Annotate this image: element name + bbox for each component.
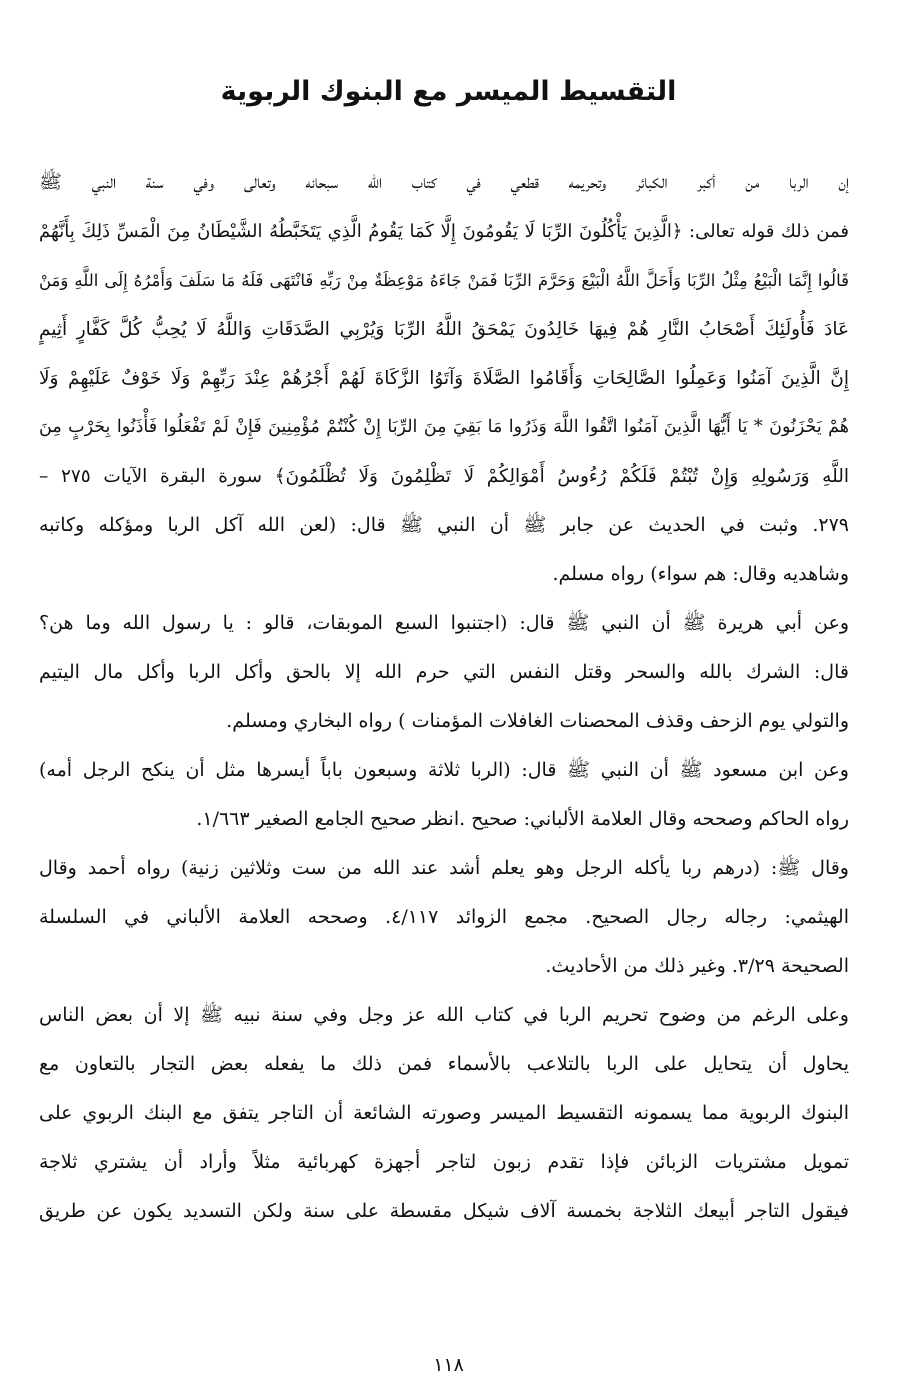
text-line: وعن أبي هريرة ﷺ أن النبي ﷺ قال: (اجتنبوا السبع الموبقات، قالو : يا رسول الله وما هن؟ <box>39 612 849 634</box>
text-line: يحاول أن يتحايل على الربا بالتلاعب بالأسماء فمن ذلك ما يفعله بعض التجار بالتعاون مع <box>39 1053 849 1075</box>
page-number: ١١٨ <box>433 1354 464 1376</box>
text-line: قال: الشرك بالله والسحر وقتل النفس التي حرم الله إلا بالحق وأكل الربا وأكل مال اليتيم <box>39 661 849 683</box>
quran-verse-line: قَالُوا إِنَّمَا الْبَيْعُ مِثْلُ الرِّبَا وَأَحَلَّ اللَّهُ الْبَيْعَ وَحَرَّمَ الرِّبَا فَمَنْ جَاءَهُ مَوْعِظَةٌ مِنْ رَبِّهِ فَانْتَهَى فَلَهُ مَا سَلَفَ وَأَمْرُهُ إِلَى اللَّهِ وَمَنْ <box>39 271 849 290</box>
text-line: الصحيحة ٣/٢٩. وغير ذلك من الأحاديث. <box>545 955 849 977</box>
quran-verse-line: عَادَ فَأُولَئِكَ أَصْحَابُ النَّارِ هُمْ فِيهَا خَالِدُونَ يَمْحَقُ اللَّهُ الرِّبَا وَيُرْبِي الصَّدَقَاتِ وَاللَّهُ لَا يُحِبُّ كُلَّ كَفَّارٍ أَثِيمٍ <box>39 319 849 340</box>
page-title: التقسيط الميسر مع البنوك الربوية <box>220 76 677 107</box>
text-line: وعلى الرغم من وضوح تحريم الربا في كتاب الله عز وجل وفي سنة نبيه ﷺ إلا أن بعض الناس <box>39 1004 849 1026</box>
text-line: ٢٧٩. وثبت في الحديث عن جابر ﷺ أن النبي ﷺ قال: (لعن الله آكل الربا ومؤكله وكاتبه <box>39 514 849 536</box>
text-line: البنوك الربوية مما يسمونه التقسيط الميسر وصورته الشائعة أن التاجر يتفق مع البنك الربوي على <box>39 1102 849 1124</box>
text-line: تمويل مشتريات الزبائن فإذا تقدم زبون لتاجر أجهزة كهربائية مثلاً وأراد أن يشتري ثلاجة <box>39 1151 849 1173</box>
text-line: الهيثمي: رجاله رجال الصحيح. مجمع الزوائد ٤/١١٧. وصححه العلامة الألباني في السلسلة <box>39 906 849 928</box>
text-line: رواه الحاكم وصححه وقال العلامة الألباني: صحيح .انظر صحيح الجامع الصغير ١/٦٦٣. <box>196 808 849 830</box>
text-line: وعن ابن مسعود ﷺ أن النبي ﷺ قال: (الربا ثلاثة وسبعون باباً أيسرها مثل أن ينكح الرجل أمه) <box>39 759 849 781</box>
quran-verse-line: إِنَّ الَّذِينَ آمَنُوا وَعَمِلُوا الصَّالِحَاتِ وَأَقَامُوا الصَّلَاةَ وَآتَوُا الزَّكَاةَ لَهُمْ أَجْرُهُمْ عِنْدَ رَبِّهِمْ وَلَا خَوْفٌ عَلَيْهِمْ وَلَا <box>39 368 849 389</box>
text-line: وقال ﷺ: (درهم ربا يأكله الرجل وهو يعلم أشد عند الله من ست وثلاثين زنية) رواه أحمد وقال <box>39 857 849 879</box>
text-line: وشاهديه وقال: هم سواء) رواه مسلم. <box>552 563 849 585</box>
text-line: والتولي يوم الزحف وقذف المحصنات الغافلات المؤمنات ) رواه البخاري ومسلم. <box>226 710 849 732</box>
quran-verse-line: اللَّهِ وَرَسُولِهِ وَإِنْ تُبْتُمْ فَلَكُمْ رُءُوسُ أَمْوَالِكُمْ لَا تَظْلِمُونَ وَلَا تُظْلَمُونَ﴾ سورة البقرة الآيات ٢٧٥ – <box>39 466 849 487</box>
text-line: إن الربا من أكبر الكبائر وتحريمه قطعي في كتاب الله سبحانه وتعالى وفي سنة النبي ﷺ <box>39 171 849 193</box>
quran-verse-line: فمن ذلك قوله تعالى: ﴿الَّذِينَ يَأْكُلُونَ الرِّبَا لَا يَقُومُونَ إِلَّا كَمَا يَقُومُ الَّذِي يَتَخَبَّطُهُ الشَّيْطَانُ مِنَ الْمَسِّ ذَلِكَ بِأَنَّهُمْ <box>39 221 849 242</box>
body-text <box>39 158 849 1236</box>
quran-verse-line: هُمْ يَحْزَنُونَ * يَا أَيُّهَا الَّذِينَ آمَنُوا اتَّقُوا اللَّهَ وَذَرُوا مَا بَقِيَ مِنَ الرِّبَا إِنْ كُنْتُمْ مُؤْمِنِينَ فَإِنْ لَمْ تَفْعَلُوا فَأْذَنُوا بِحَرْبٍ مِنَ <box>39 417 849 437</box>
text-line: فيقول التاجر أبيعك الثلاجة بخمسة آلاف شيكل مقسطة على سنة ولكن التسديد يكون عن طريق <box>39 1200 849 1222</box>
